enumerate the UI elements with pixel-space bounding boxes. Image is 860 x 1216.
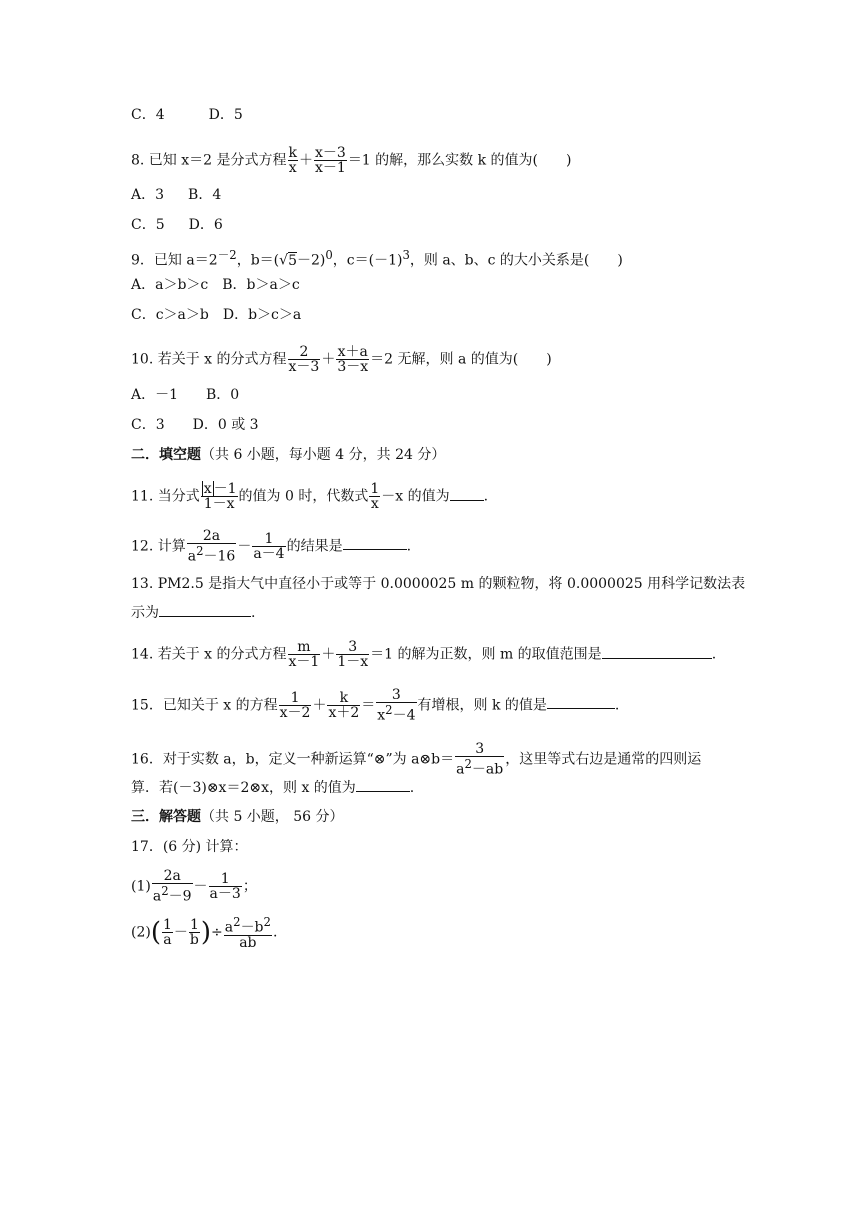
question-13-line-2: 示为 . [131, 605, 256, 621]
fraction: $\frac{x -1}{1-x}$ [201, 482, 238, 511]
answer-blank [356, 779, 410, 792]
option-c: C．4 [131, 107, 165, 123]
fraction: $\frac{x+a}{3-x}$ [337, 344, 369, 375]
fraction: $\frac{1}{a-4}$ [253, 530, 285, 562]
option-d: D．5 [208, 107, 243, 123]
option-c: C．5 [131, 217, 165, 233]
section-2-heading [131, 446, 445, 464]
q8-options-cd [131, 216, 223, 234]
question-13-line-1: 13. PM2.5 是指大气中直径小于或等于 0.0000025 m 的颗粒物，将 0.0000025 用科学记数法表 [131, 576, 746, 592]
question-17-heading: 17．(6 分) 计算： [131, 839, 248, 855]
section-title: 二．填空题 [131, 447, 201, 463]
answer-blank [343, 537, 407, 550]
question-15: 15．已知关于 x 的方程 $\frac{1}{x-2}$ ＋ $\frac{k}{x+2}$ ＝ $\frac{3}{x^2-4}$ 有增根，则 k 的值是 . [131, 687, 620, 724]
fraction: $\frac{3}{x^2-4}$ [377, 687, 416, 724]
fraction: $\frac{1}{b}$ [189, 916, 199, 948]
q10-options-cd: C．3 D．0 或 3 [131, 417, 259, 433]
fraction: $\frac{3}{a^2-ab}$ [456, 741, 504, 778]
answer-blank [602, 646, 712, 659]
q8-options-ab [131, 186, 221, 204]
q10-options-ab: A．－1 B．0 [131, 387, 240, 403]
fraction: $\frac{k}{x+2}$ [328, 689, 360, 721]
option-d: D．6 [188, 217, 223, 233]
fraction: $\frac{m}{x-1}$ [288, 639, 320, 670]
section-info: （共 5 小题， 56 分） [201, 809, 344, 825]
answer-blank [547, 696, 615, 709]
sqrt-symbol: √ [279, 252, 289, 269]
fraction: $\frac{x-3}{x-1}$ [315, 145, 346, 176]
question-11: 11. 当分式 $\frac{x -1}{1-x}$ 的值为 0 时，代数式 $\frac{1}{x}$ －x 的值为 . [131, 481, 489, 512]
q9-options-ab: A．a＞b＞c B．b＞a＞c [131, 277, 300, 293]
option-a: A．3 [131, 187, 165, 203]
q7-options-cd [131, 106, 243, 124]
q9-options-cd: C．c＞a＞b D．b＞c＞a [131, 307, 302, 323]
question-8: 8. 已知 x＝2 是分式方程 $\frac{k}{x}$ ＋ $\frac{x-3}{x-1}$ ＝1 的解，那么实数 k 的值为( ) [131, 145, 572, 176]
question-16-line-1: 16．对于实数 a，b，定义一种新运算“⊗”为 a⊗b＝ $\frac{3}{a^2-ab}$ ，这里等式右边是通常的四则运 [131, 741, 702, 778]
answer-blank [450, 488, 484, 501]
option-b: B．4 [188, 187, 222, 203]
question-16-line-2: 算．若(－3)⊗x＝2⊗x，则 x 的值为 . [131, 780, 415, 796]
question-14: 14. 若关于 x 的分式方程 $\frac{m}{x-1}$ ＋ $\frac{3}{1-x}$ ＝1 的解为正数，则 m 的取值范围是 . [131, 639, 717, 670]
section-3-heading [131, 808, 344, 826]
question-12: 12. 计算 $\frac{2a}{a^2-16}$ － $\frac{1}{a-4}$ 的结果是 . [131, 528, 412, 565]
answer-blank [159, 604, 251, 617]
fraction: $\frac{1}{a-3}$ [209, 870, 241, 902]
section-title: 三．解答题 [131, 809, 201, 825]
question-10: 10. 若关于 x 的分式方程 $\frac{2}{x-3}$ ＋ $\frac{x+a}{3-x}$ ＝2 无解，则 a 的值为( ) [131, 344, 552, 375]
question-17-part-2: (2)( $\frac{1}{a}$ － $\frac{1}{b}$ )÷ $\frac{a^2-b^2}{ab}$ . [131, 915, 278, 951]
fraction: $\frac{1}{x-2}$ [279, 689, 311, 721]
fraction: $\frac{3}{1-x}$ [337, 639, 369, 670]
fraction: $\frac{a^2-b^2}{ab}$ [224, 915, 271, 951]
question-9: 9．已知 $a=2^{-2}$，$b=(√5-2)^0$，$c=(-1)^3$，则 a、b、c 的大小关系是( ) [131, 248, 623, 269]
fraction: $\frac{1}{a}$ [163, 916, 172, 948]
fraction: $\frac{2}{x-3}$ [288, 344, 320, 375]
fraction: $\frac{2a}{a^2-16}$ [187, 528, 236, 565]
fraction: $\frac{1}{x}$ [370, 481, 380, 512]
section-info: （共 6 小题，每小题 4 分，共 24 分） [201, 447, 446, 463]
fraction: $\frac{2a}{a^2-9}$ [152, 868, 192, 905]
question-17-part-1: (1) $\frac{2a}{a^2-9}$ － $\frac{1}{a-3}$ ； [131, 868, 257, 905]
fraction: $\frac{k}{x}$ [288, 145, 297, 176]
